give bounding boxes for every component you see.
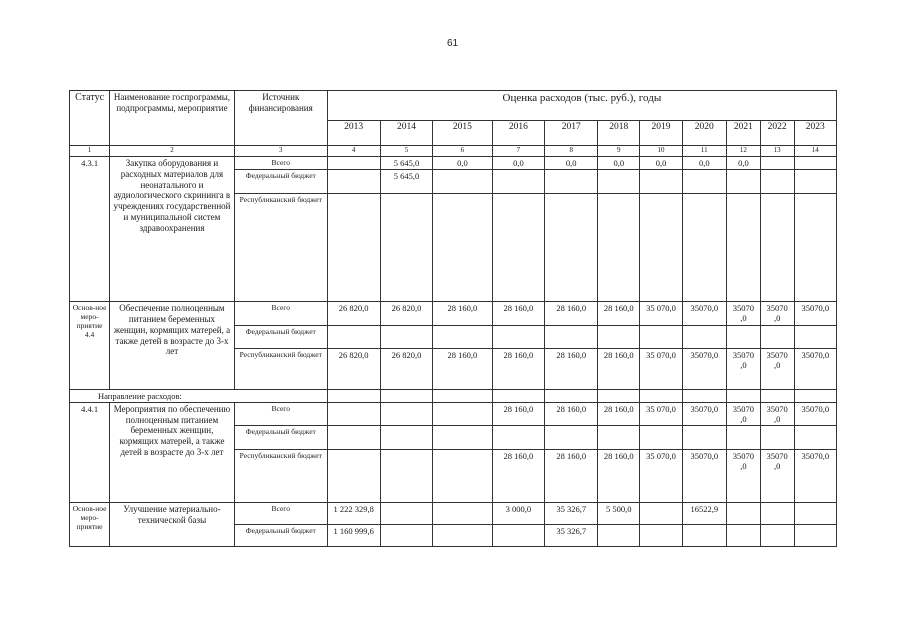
value-cell [682, 170, 726, 194]
value-cell [433, 426, 492, 450]
value-cell: 28 160,0 [545, 450, 598, 503]
value-cell: 35070 ,0 [726, 302, 760, 325]
column-number: 5 [380, 146, 433, 157]
source-cell: Республиканский бюджет [234, 348, 327, 389]
value-cell [433, 389, 492, 402]
value-cell [598, 389, 640, 402]
value-cell [726, 194, 760, 302]
name-cell: Обеспечение полноценным питанием беременных женщин, кормящих матерей, а также детей в возрасте до 3-х лет [110, 302, 235, 389]
value-cell: 28 160,0 [545, 402, 598, 425]
value-cell [640, 194, 682, 302]
value-cell: 0,0 [545, 157, 598, 170]
value-cell [794, 170, 836, 194]
value-cell [380, 194, 433, 302]
status-cell: Основ-ное меро-приятие [70, 503, 110, 547]
value-cell [433, 170, 492, 194]
source-cell: Всего [234, 157, 327, 170]
value-cell: 16522,9 [682, 503, 726, 525]
header-row [70, 91, 837, 121]
value-cell: 28 160,0 [492, 402, 545, 425]
value-cell [327, 325, 380, 348]
value-cell: 35 070,0 [640, 348, 682, 389]
value-cell: 35 326,7 [545, 525, 598, 547]
source-cell: Федеральный бюджет [234, 426, 327, 450]
value-cell: 35070,0 [682, 302, 726, 325]
value-cell: 35070,0 [794, 402, 836, 425]
value-cell [598, 170, 640, 194]
column-number: 1 [70, 146, 110, 157]
value-cell: 35070 ,0 [726, 450, 760, 503]
value-cell [726, 426, 760, 450]
column-number: 11 [682, 146, 726, 157]
direction-row [70, 389, 837, 402]
column-number: 3 [234, 146, 327, 157]
value-cell [380, 402, 433, 425]
value-cell [682, 426, 726, 450]
value-cell: 28 160,0 [598, 348, 640, 389]
year-header: 2023 [794, 121, 836, 146]
value-cell [760, 503, 794, 525]
page-number: 61 [446, 38, 459, 49]
value-cell: 28 160,0 [492, 450, 545, 503]
value-cell: 28 160,0 [492, 348, 545, 389]
name-cell: Улучшение материально-технической базы [110, 503, 235, 547]
column-number: 6 [433, 146, 492, 157]
value-cell [545, 389, 598, 402]
value-cell [682, 194, 726, 302]
value-cell: 35 326,7 [545, 503, 598, 525]
value-cell: 0,0 [492, 157, 545, 170]
name-cell: Закупка оборудования и расходных материалов для неонатального и аудиологического скрининга в учреждениях государственной и муниципальной систем здравоохранения [110, 157, 235, 302]
header-status: Статус [70, 91, 110, 146]
value-cell [760, 194, 794, 302]
year-header: 2019 [640, 121, 682, 146]
value-cell [640, 426, 682, 450]
value-cell [794, 426, 836, 450]
budget-table [69, 90, 837, 547]
column-number: 8 [545, 146, 598, 157]
value-cell: 35070 ,0 [726, 348, 760, 389]
value-cell [726, 170, 760, 194]
value-cell [682, 389, 726, 402]
value-cell: 0,0 [682, 157, 726, 170]
value-cell [545, 194, 598, 302]
column-number: 14 [794, 146, 836, 157]
value-cell [380, 426, 433, 450]
value-cell [726, 325, 760, 348]
year-header: 2018 [598, 121, 640, 146]
value-cell [598, 194, 640, 302]
value-cell [794, 525, 836, 547]
value-cell: 1 160 999,6 [327, 525, 380, 547]
value-cell [640, 325, 682, 348]
value-cell: 35070 ,0 [760, 402, 794, 425]
value-cell [794, 157, 836, 170]
value-cell [433, 325, 492, 348]
value-cell: 26 820,0 [327, 302, 380, 325]
column-number: 12 [726, 146, 760, 157]
value-cell [794, 389, 836, 402]
year-header: 2013 [327, 121, 380, 146]
value-cell: 35 070,0 [640, 402, 682, 425]
value-cell: 1 222 329,8 [327, 503, 380, 525]
status-cell: Основ-ное меро-приятие 4.4 [70, 302, 110, 389]
value-cell [492, 389, 545, 402]
column-number: 4 [327, 146, 380, 157]
table-row [70, 503, 837, 525]
direction-label: Направление расходов: [70, 389, 328, 402]
year-header: 2021 [726, 121, 760, 146]
value-cell [545, 426, 598, 450]
name-cell: Мероприятия по обеспечению полноценным питанием беременных женщин, кормящих матерей, а также детей в возрасте до 3-х лет [110, 402, 235, 502]
value-cell: 26 820,0 [380, 302, 433, 325]
table-row [70, 402, 837, 425]
value-cell [760, 170, 794, 194]
value-cell: 28 160,0 [598, 450, 640, 503]
value-cell [327, 402, 380, 425]
value-cell: 35070 ,0 [726, 402, 760, 425]
value-cell: 0,0 [640, 157, 682, 170]
value-cell [433, 525, 492, 547]
header-source: Источник финансирования [234, 91, 327, 146]
value-cell: 5 645,0 [380, 157, 433, 170]
value-cell [598, 525, 640, 547]
value-cell: 35070 ,0 [760, 348, 794, 389]
value-cell [682, 525, 726, 547]
value-cell: 5 500,0 [598, 503, 640, 525]
value-cell: 35 070,0 [640, 450, 682, 503]
header-name: Наименование госпрограммы, подпрограммы, мероприятие [110, 91, 235, 146]
value-cell [794, 325, 836, 348]
source-cell: Федеральный бюджет [234, 170, 327, 194]
value-cell: 35070,0 [682, 348, 726, 389]
value-cell [794, 503, 836, 525]
value-cell: 0,0 [598, 157, 640, 170]
source-cell: Республиканский бюджет [234, 450, 327, 503]
value-cell: 0,0 [726, 157, 760, 170]
value-cell [726, 525, 760, 547]
value-cell [598, 426, 640, 450]
status-cell: 4.3.1 [70, 157, 110, 302]
value-cell: 35070,0 [794, 302, 836, 325]
column-number: 10 [640, 146, 682, 157]
column-number-row [70, 146, 837, 157]
value-cell: 35070 ,0 [760, 450, 794, 503]
column-number: 2 [110, 146, 235, 157]
value-cell [794, 194, 836, 302]
value-cell [492, 170, 545, 194]
year-header: 2015 [433, 121, 492, 146]
value-cell [640, 389, 682, 402]
value-cell [433, 194, 492, 302]
value-cell [598, 325, 640, 348]
value-cell [640, 525, 682, 547]
value-cell [760, 525, 794, 547]
value-cell [640, 170, 682, 194]
value-cell [545, 325, 598, 348]
value-cell [380, 325, 433, 348]
source-cell: Всего [234, 302, 327, 325]
value-cell: 35 070,0 [640, 302, 682, 325]
value-cell [433, 450, 492, 503]
value-cell: 35070,0 [682, 450, 726, 503]
column-number: 7 [492, 146, 545, 157]
value-cell [640, 503, 682, 525]
value-cell: 28 160,0 [545, 348, 598, 389]
value-cell [682, 325, 726, 348]
value-cell [433, 503, 492, 525]
year-header: 2020 [682, 121, 726, 146]
column-number: 9 [598, 146, 640, 157]
value-cell [327, 194, 380, 302]
value-cell [726, 503, 760, 525]
table-row [70, 302, 837, 325]
year-header: 2016 [492, 121, 545, 146]
value-cell [327, 426, 380, 450]
value-cell [327, 389, 380, 402]
value-cell: 28 160,0 [492, 302, 545, 325]
value-cell: 0,0 [433, 157, 492, 170]
source-cell: Федеральный бюджет [234, 325, 327, 348]
value-cell [726, 389, 760, 402]
value-cell: 35070 ,0 [760, 302, 794, 325]
source-cell: Республиканский бюджет [234, 194, 327, 302]
value-cell [760, 157, 794, 170]
value-cell: 28 160,0 [545, 302, 598, 325]
value-cell [380, 503, 433, 525]
value-cell: 3 000,0 [492, 503, 545, 525]
value-cell: 26 820,0 [327, 348, 380, 389]
value-cell [760, 389, 794, 402]
column-number: 13 [760, 146, 794, 157]
value-cell [760, 325, 794, 348]
source-cell: Федеральный бюджет [234, 525, 327, 547]
value-cell [327, 157, 380, 170]
value-cell [760, 426, 794, 450]
value-cell [433, 402, 492, 425]
value-cell [492, 194, 545, 302]
value-cell [327, 450, 380, 503]
value-cell: 28 160,0 [598, 302, 640, 325]
value-cell [327, 170, 380, 194]
header-estimate: Оценка расходов (тыс. руб.), годы [327, 91, 836, 121]
year-header: 2014 [380, 121, 433, 146]
value-cell [380, 389, 433, 402]
year-header: 2022 [760, 121, 794, 146]
source-cell: Всего [234, 402, 327, 425]
value-cell: 35070,0 [794, 450, 836, 503]
year-header: 2017 [545, 121, 598, 146]
value-cell [545, 170, 598, 194]
value-cell [380, 450, 433, 503]
value-cell: 28 160,0 [598, 402, 640, 425]
value-cell: 26 820,0 [380, 348, 433, 389]
value-cell: 35070,0 [794, 348, 836, 389]
status-cell: 4.4.1 [70, 402, 110, 502]
value-cell: 28 160,0 [433, 348, 492, 389]
value-cell: 28 160,0 [433, 302, 492, 325]
value-cell [380, 525, 433, 547]
value-cell [492, 325, 545, 348]
source-cell: Всего [234, 503, 327, 525]
table-row [70, 157, 837, 170]
value-cell: 35070,0 [682, 402, 726, 425]
value-cell: 5 645,0 [380, 170, 433, 194]
value-cell [492, 525, 545, 547]
value-cell [492, 426, 545, 450]
